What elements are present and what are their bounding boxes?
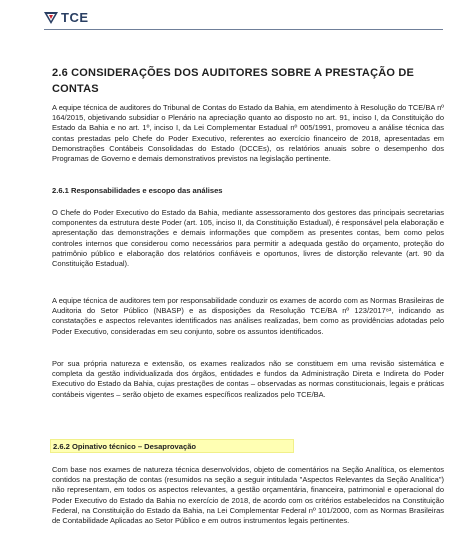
opinion-heading-highlight [50, 439, 294, 453]
responsibilities-paragraph: O Chefe do Poder Executivo do Estado da Bahia, mediante assessoramento dos gestores das principais secretarias componentes da estrutura deste Poder (art. 105, inciso II, da Constituição Estadual), é responsável pela elaboração e apresentação das demonstrações e demais informações que compõem as presentes contas, bem como pelos controles internos que considerou como necessários para permitir a adequada gestão do orçamento, proteção do patrimônio público e elaboração dos relatórios confiáveis e oportunos, livres de distorção relevante (art. 90 da Constituição Estadual). [52, 208, 444, 269]
header-divider [44, 29, 443, 30]
tce-emblem-icon [44, 12, 58, 25]
subsection-title-responsibilities: 2.6.1 Responsabilidades e escopo das análises [52, 186, 223, 195]
opinion-paragraph: Com base nos exames de natureza técnica desenvolvidos, objeto de comentários na Seção Analítica, os elementos contidos na prestação de contas (resumidos na seção a seguir intitulada "Aspectos Relevantes da Seção Analítica") não representam, em todos os aspectos relevantes, a gestão orçamentária, financeira, patrimonial e operacional do Poder Executivo do Estado da Bahia no exercício de 2018, de acordo com os critérios estabelecidos na Constituição Federal, na Constituição do Estado da Bahia, na Lei Complementar Federal nº 101/2000, com as Normas Brasileiras de Contabilidade Aplicadas ao Setor Público e em outros instrumentos legais pertinentes. [52, 465, 444, 526]
auditors-paragraph: A equipe técnica de auditores tem por responsabilidade conduzir os exames de acordo com as Normas Brasileiras de Auditoria do Setor Público (NBASP) e as disposições da Resolução TCE/BA nº 123/2017⁸³, indicando as constatações e aspectos relevantes identificados nas análises realizadas, bem como as providências adotadas pelo Poder Executivo, consideradas em seu conjunto, sobre os assuntos identificados. [52, 296, 444, 336]
scope-paragraph: Por sua própria natureza e extensão, os exames realizados não se constituem em uma revisão sistemática e completa da gestão individualizada dos órgãos, entidades e fundos da Administração Direta e Indireta do Poder Executivo do Estado da Bahia, cujas prestações de contas – observadas as normas constitucionais, legais e práticas contábeis vigentes – serão objeto de exames específicos realizados pelo TCE/BA. [52, 359, 444, 399]
intro-paragraph: A equipe técnica de auditores do Tribunal de Contas do Estado da Bahia, em atendimento à Resolução do TCE/BA nº 164/2015, objetivando subsidiar o Plenário na apreciação quanto ao disposto no art. 91, inciso I, da Constituição do Estado da Bahia e no art. 1º, inciso I, da Lei Complementar Estadual nº 005/1991, promoveu a análise técnica das contas prestadas pelo Chefe do Poder Executivo, referentes ao exercício financeiro de 2018, apresentadas em Demonstrações Contábeis Consolidadas do Estado (DCCEs), os relatórios anuais sobre o desempenho dos Programas de Governo e demais demonstrativos previstos na legislação pertinente. [52, 103, 444, 164]
section-title: 2.6 CONSIDERAÇÕES DOS AUDITORES SOBRE A PRESTAÇÃO DE CONTAS [52, 67, 415, 95]
logo-text: TCE [61, 10, 89, 25]
tce-logo [44, 10, 89, 26]
subsection-title-opinion: 2.6.2 Opinativo técnico – Desaprovação [53, 442, 197, 451]
